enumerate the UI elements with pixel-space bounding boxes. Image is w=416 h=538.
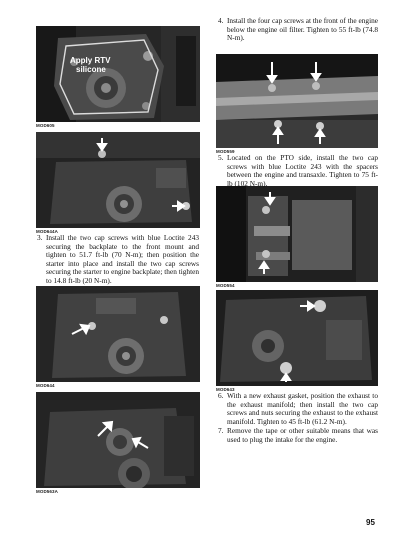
- photo-code: MOD559: [216, 149, 235, 154]
- rtv-label-line2: silicone: [76, 65, 106, 74]
- photo-code: MOD644A: [36, 229, 58, 234]
- photo-mod563a: [36, 392, 200, 488]
- step-6: [218, 392, 378, 426]
- photo-code: MOD554: [216, 283, 235, 288]
- page-number: 95: [366, 518, 375, 527]
- photo-mod554: [216, 186, 378, 282]
- rtv-label-line1: Apply RTV: [70, 56, 111, 65]
- step-5: [218, 154, 378, 188]
- photo-mod559: [216, 54, 378, 148]
- photo-mod644: [36, 286, 200, 382]
- step-text: Remove the tape or other suitable means that was used to plug the intake for the engine.: [227, 426, 378, 444]
- photo-mod644a: [36, 132, 200, 228]
- step-3: [37, 234, 199, 286]
- step-number: 3.: [37, 233, 43, 242]
- photo-mod643: [216, 290, 378, 386]
- photo-code: MOD643: [216, 387, 235, 392]
- step-number: 4.: [218, 16, 224, 25]
- step-7: [218, 427, 378, 444]
- photo-code: MOD644: [36, 383, 55, 388]
- photo-code: MOD563A: [36, 489, 58, 494]
- step-text: Located on the PTO side, install the two cap screws with blue Loctite 243 with the spacers between the engine and transaxle. Tighten to 75 ft-lb (102 N-m).: [227, 153, 378, 188]
- photo-code: MOD605: [36, 123, 55, 128]
- step-text: Install the two cap screws with blue Loctite 243 securing the backplate to the front mount and tighten to 51.7 ft-lb (70 N-m); then position the starter into place and install the two cap screws securing the starter to engine backplate; then tighten to 14.8 ft-lb (20 N-m).: [46, 233, 199, 285]
- step-4: [218, 17, 378, 43]
- step-text: With a new exhaust gasket, position the exhaust to the exhaust manifold; then install the two cap screws and nuts securing the exhaust to the exhaust manifold. Tighten to 45 ft-lb (61.2 N-m).: [227, 391, 378, 426]
- step-number: 7.: [218, 426, 224, 435]
- step-number: 5.: [218, 153, 224, 162]
- step-text: Install the four cap screws at the front of the engine below the engine oil filter. Tighten to 55 ft-lb (74.8 N-m).: [227, 16, 378, 43]
- step-number: 6.: [218, 391, 224, 400]
- photo-mod605: [36, 26, 200, 122]
